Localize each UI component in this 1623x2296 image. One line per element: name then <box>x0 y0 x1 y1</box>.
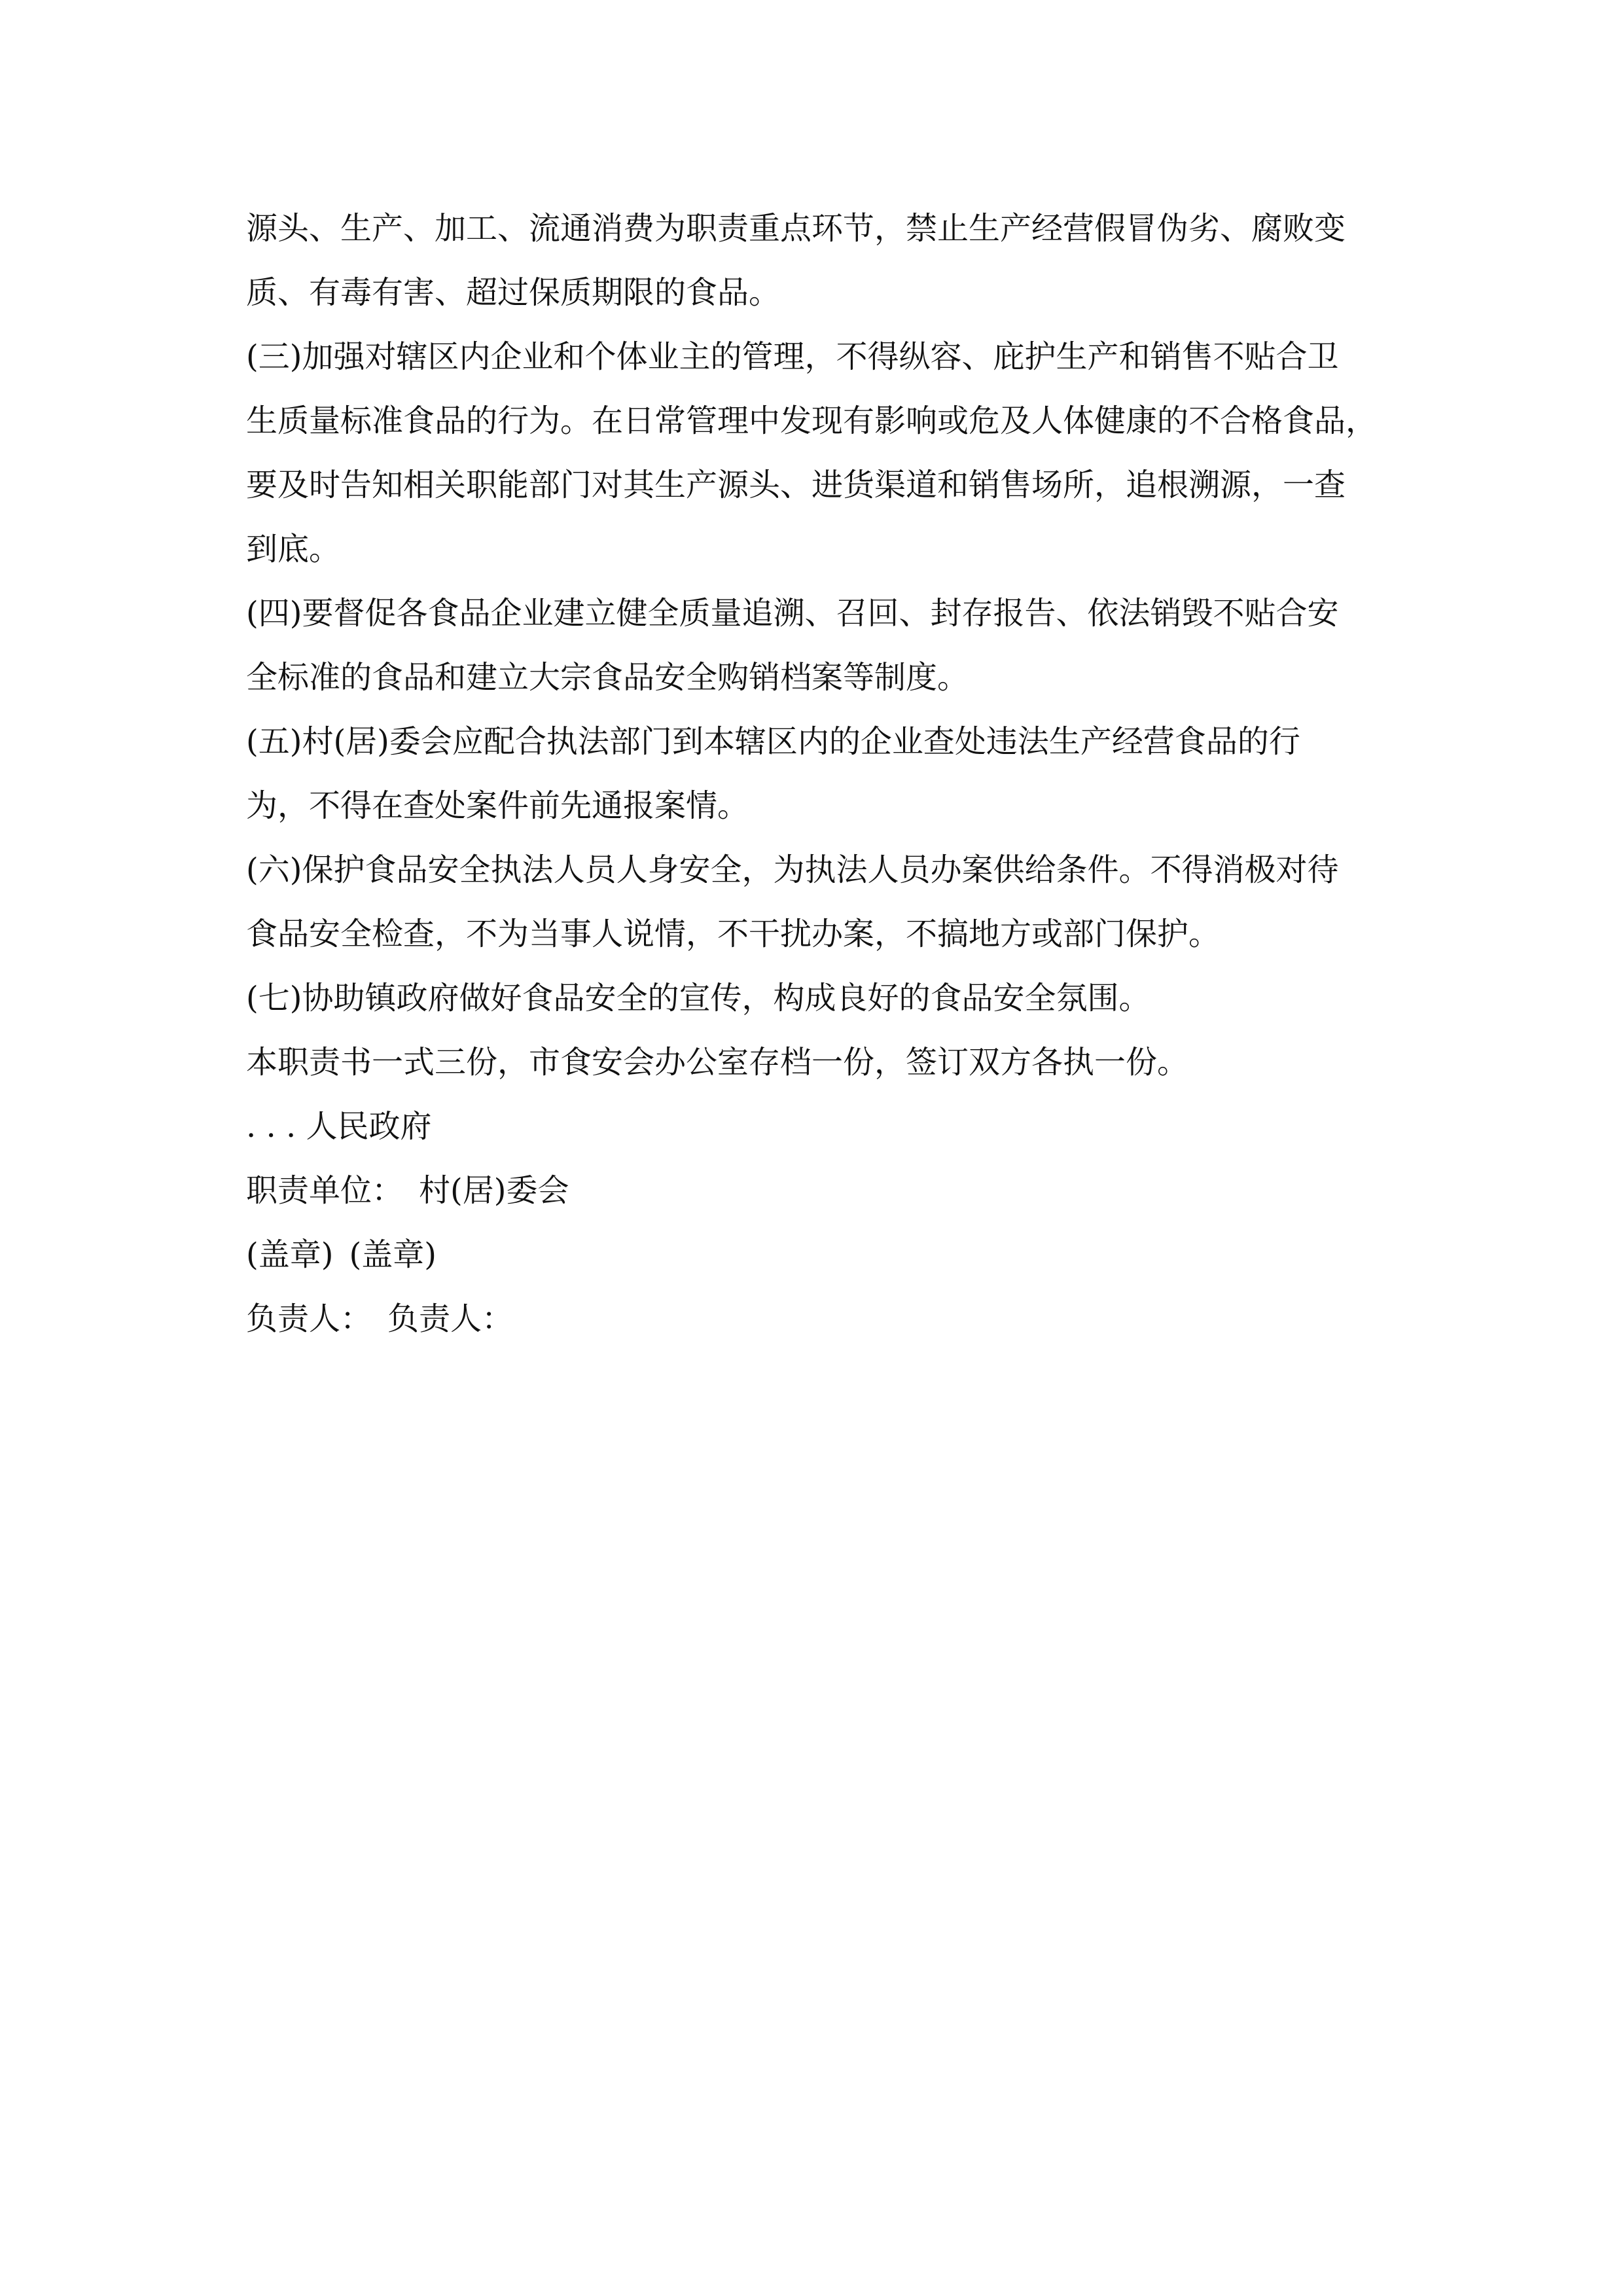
responsible-unit-value: 村(居)委会 <box>419 1172 569 1209</box>
paragraph-line: (四)要督促各食品企业建立健全质量追溯、召回、封存报告、依法销毁不贴合安 <box>246 595 1339 632</box>
issuer-line: . . . 人民政府 <box>246 1108 432 1145</box>
paragraph-line: 生质量标准食品的行为。在日常管理中发现有影响或危及人体健康的不合格食品， <box>246 403 1378 439</box>
paragraph-line: (三)加强对辖区内企业和个体业主的管理，不得纵容、庇护生产和销售不贴合卫 <box>246 338 1339 375</box>
person-in-charge-right: 负责人： <box>387 1300 514 1337</box>
responsible-unit-label: 职责单位： <box>246 1172 404 1209</box>
document-body <box>246 196 1385 1351</box>
paragraph-line: 源头、生产、加工、流通消费为职责重点环节，禁止生产经营假冒伪劣、腐败变 <box>246 210 1346 247</box>
responsible-unit-line <box>246 1158 1385 1223</box>
paragraph-line: 质、有毒有害、超过保质期限的食品。 <box>246 274 781 311</box>
paragraph-line: 全标准的食品和建立大宗食品安全购销档案等制度。 <box>246 659 969 696</box>
paragraph-line: (五)村(居)委会应配合执法部门到本辖区内的企业查处违法生产经营食品的行 <box>246 723 1300 760</box>
paragraph-line: 到底。 <box>246 531 341 567</box>
paragraph-line: 要及时告知相关职能部门对其生产源头、进货渠道和销售场所，追根溯源，一查 <box>246 467 1346 503</box>
seal-right: (盖章) <box>349 1236 437 1273</box>
person-in-charge-left: 负责人： <box>246 1300 372 1337</box>
person-in-charge-line <box>246 1287 1385 1351</box>
paragraph-line: 本职责书一式三份，市食安会办公室存档一份，签订双方各执一份。 <box>246 1044 1189 1081</box>
seal-left: (盖章) <box>246 1236 334 1273</box>
paragraph-line: 为，不得在查处案件前先通报案情。 <box>246 787 749 824</box>
paragraph-line: 食品安全检查，不为当事人说情，不干扰办案，不搞地方或部门保护。 <box>246 916 1221 952</box>
seal-line <box>246 1223 1385 1287</box>
paragraph-line: (六)保护食品安全执法人员人身安全，为执法人员办案供给条件。不得消极对待 <box>246 852 1339 888</box>
paragraph-line: (七)协助镇政府做好食品安全的宣传，构成良好的食品安全氛围。 <box>246 980 1150 1016</box>
